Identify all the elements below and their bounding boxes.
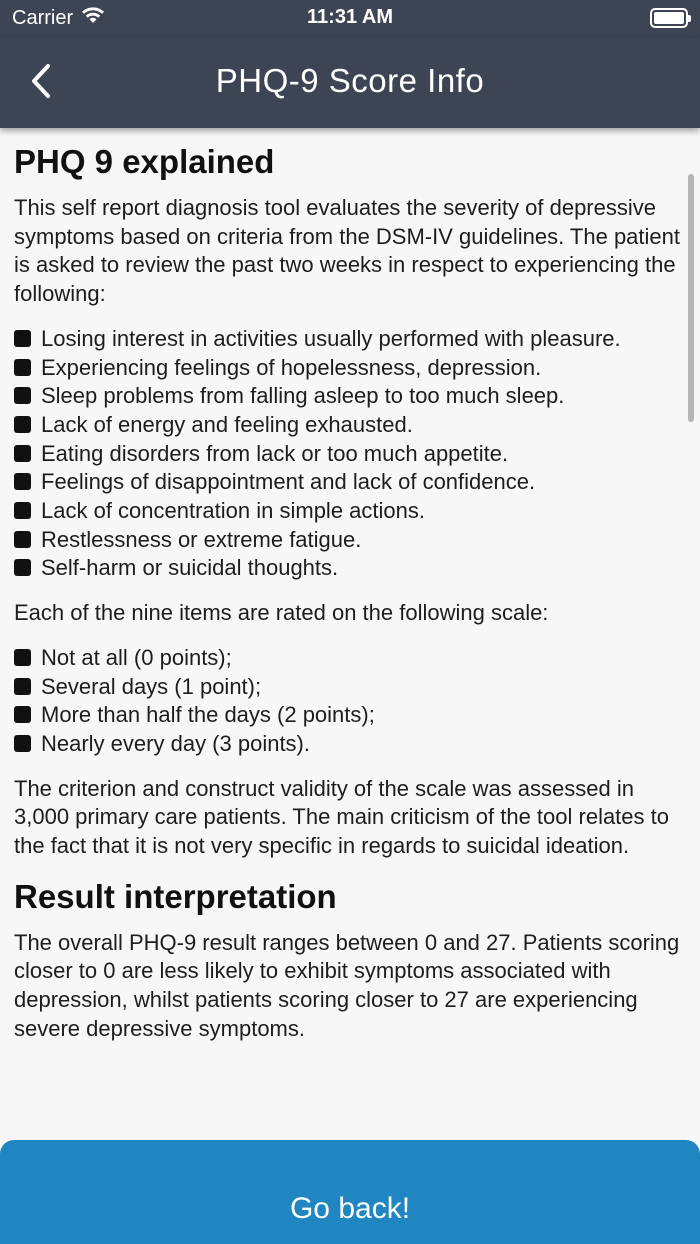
list-item: Feelings of disappointment and lack of confidence. bbox=[14, 468, 686, 497]
bullet-square-icon bbox=[14, 330, 31, 347]
validity-paragraph: The criterion and construct validity of the scale was assessed in 3,000 primary care patients. The main criticism of the tool relates to the fact that it is not very specific in regards to suicidal ideation. bbox=[14, 775, 669, 859]
list-item: Self-harm or suicidal thoughts. bbox=[14, 554, 686, 583]
go-back-button[interactable]: Go back! bbox=[0, 1140, 700, 1244]
list-item: Eating disorders from lack or too much appetite. bbox=[14, 440, 686, 469]
list-item: Lack of energy and feeling exhausted. bbox=[14, 411, 686, 440]
scale-intro-paragraph: Each of the nine items are rated on the following scale: bbox=[14, 600, 549, 626]
scroll-content[interactable] bbox=[0, 128, 700, 1140]
bullet-square-icon bbox=[14, 387, 31, 404]
bullet-square-icon bbox=[14, 559, 31, 576]
list-item: Experiencing feelings of hopelessness, depression. bbox=[14, 354, 686, 383]
scale-list bbox=[14, 644, 686, 759]
section-title-result-interpretation: Result interpretation bbox=[14, 877, 337, 915]
bullet-square-icon bbox=[14, 502, 31, 519]
bullet-square-icon bbox=[14, 531, 31, 548]
carrier-label: Carrier bbox=[12, 6, 74, 29]
bullet-square-icon bbox=[14, 359, 31, 376]
list-item: Losing interest in activities usually performed with pleasure. bbox=[14, 325, 686, 354]
list-item: Sleep problems from falling asleep to too much sleep. bbox=[14, 382, 686, 411]
intro-paragraph: This self report diagnosis tool evaluates the severity of depressive symptoms based on criteria from the DSM-IV guidelines. The patient is asked to review the past two weeks in respect to experiencing the following: bbox=[14, 195, 681, 307]
section-title-phq9-explained: PHQ 9 explained bbox=[14, 143, 275, 180]
status-time: 11:31 AM bbox=[307, 6, 393, 28]
bullet-square-icon bbox=[14, 706, 31, 723]
battery-icon bbox=[650, 8, 688, 28]
navigation-bar bbox=[0, 38, 700, 128]
symptom-list bbox=[14, 325, 686, 583]
page-title: PHQ-9 Score Info bbox=[215, 62, 485, 99]
status-bar bbox=[0, 0, 700, 38]
list-item: Nearly every day (3 points). bbox=[14, 730, 686, 759]
list-item: Not at all (0 points); bbox=[14, 644, 686, 673]
list-item: More than half the days (2 points); bbox=[14, 701, 686, 730]
bullet-square-icon bbox=[14, 445, 31, 462]
battery-level bbox=[654, 12, 684, 24]
bullet-square-icon bbox=[14, 416, 31, 433]
list-item: Restlessness or extreme fatigue. bbox=[14, 526, 686, 555]
list-item: Lack of concentration in simple actions. bbox=[14, 497, 686, 526]
bullet-square-icon bbox=[14, 649, 31, 666]
bullet-square-icon bbox=[14, 473, 31, 490]
bullet-square-icon bbox=[14, 678, 31, 695]
scroll-indicator[interactable] bbox=[688, 174, 694, 422]
result-paragraph: The overall PHQ-9 result ranges between 0 and 27. Patients scoring closer to 0 are less likely to exhibit symptoms associated with depression, whilst patients scoring closer to 27 are experiencing severe depressive symptoms. bbox=[14, 929, 680, 1041]
bullet-square-icon bbox=[14, 735, 31, 752]
list-item: Several days (1 point); bbox=[14, 673, 686, 702]
